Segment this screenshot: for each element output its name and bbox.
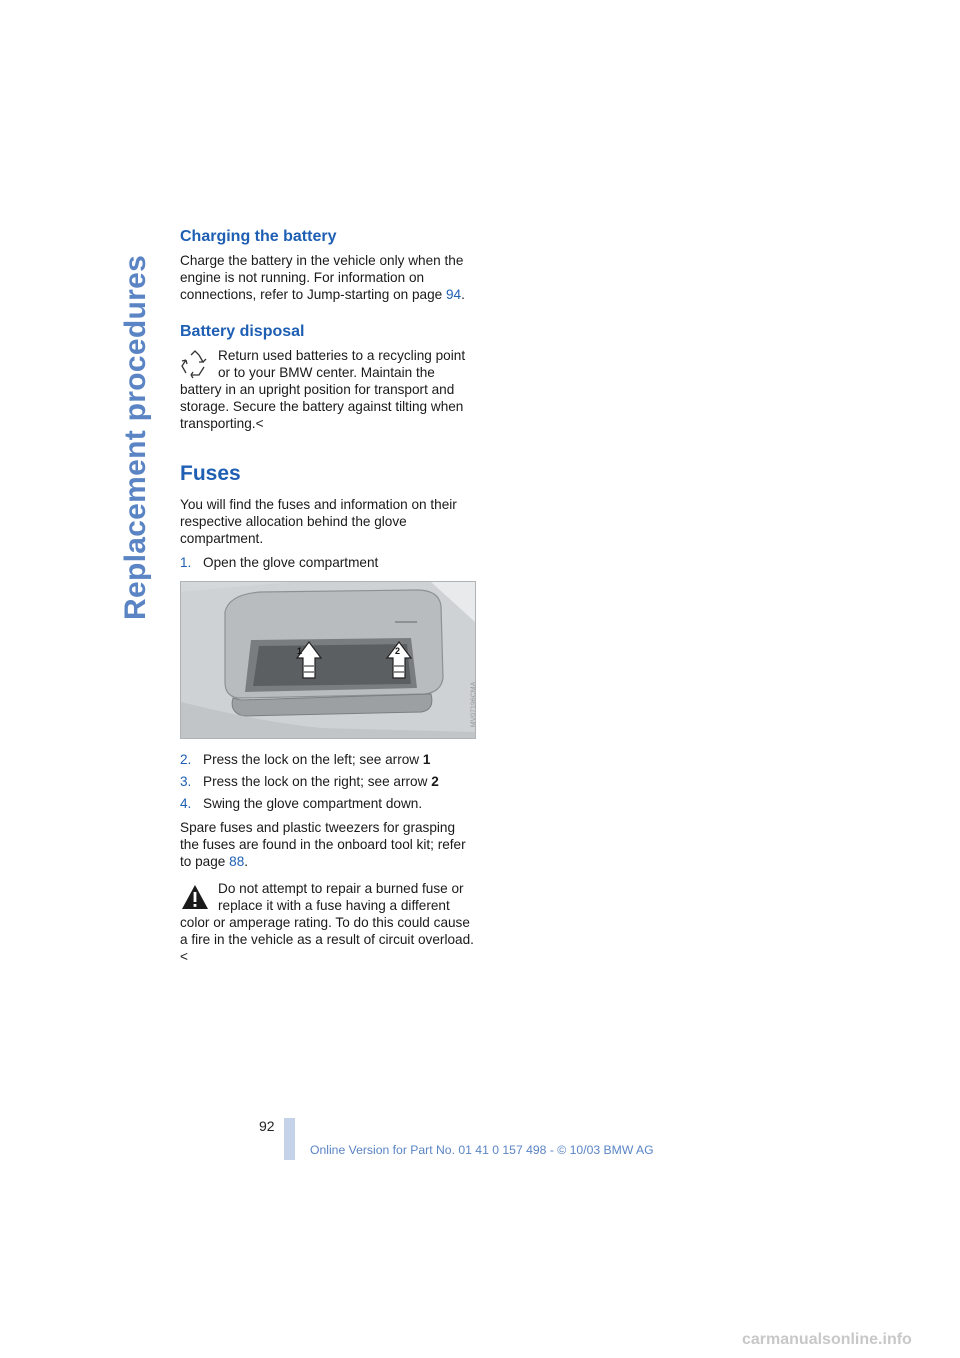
end-mark: <	[180, 949, 188, 964]
footer-online-version: Online Version for Part No. 01 41 0 157 498 - © 10/03 BMW AG	[310, 1143, 654, 1157]
glove-compartment-illustration	[181, 582, 475, 738]
step-list-1	[180, 554, 476, 571]
list-item: 4. Swing the glove compartment down.	[180, 796, 423, 811]
heading-battery-disposal: Battery disposal	[180, 323, 305, 340]
paragraph-fuses-intro: You will find the fuses and information on their respective allocation behind the glove compartment.	[180, 497, 457, 546]
list-item: 1. Open the glove compartment	[180, 555, 379, 570]
page-link-94[interactable]: 94	[445, 287, 462, 302]
side-chapter-title: Replacement procedures	[119, 254, 152, 620]
page-number: 92	[259, 1118, 275, 1134]
glove-compartment-figure	[180, 581, 476, 739]
list-item: 2. Press the lock on the left; see arrow 1	[180, 752, 431, 767]
page-link-88[interactable]: 88	[229, 854, 245, 869]
watermark: carmanualsonline.info	[742, 1331, 912, 1348]
page-content	[180, 228, 476, 965]
warning-note	[180, 880, 476, 965]
paragraph-spare-fuses: Spare fuses and plastic tweezers for grasping the fuses are found in the onboard tool kit; refer to page 88.	[180, 820, 466, 869]
disposal-text: Return used batteries to a recycling point or to your BMW center. Maintain the battery in an upright position for transport and storage. Secure the battery against tilting when transporting.	[180, 348, 466, 431]
end-mark: <	[255, 416, 264, 431]
arrow-2-label: 2	[395, 646, 401, 656]
footer-bar	[284, 1118, 295, 1160]
warning-text: Do not attempt to repair a burned fuse or replace it with a fuse having a different color or amperage rating. To do this could cause a fire in the vehicle as a result of circuit overload.	[180, 881, 474, 947]
heading-fuses: Fuses	[180, 462, 241, 485]
recycling-icon	[180, 349, 210, 379]
figure-code: MV07196CMA	[470, 681, 478, 728]
list-item: 3. Press the lock on the right; see arrow 2	[180, 774, 439, 789]
heading-charging-battery: Charging the battery	[180, 228, 337, 245]
step-list-2	[180, 751, 476, 812]
paragraph-charging: Charge the battery in the vehicle only when the engine is not running. For information on connections, refer to Jump-starting on page 94.	[180, 253, 465, 302]
arrow-1-label: 1	[297, 646, 303, 656]
warning-triangle-icon	[180, 882, 210, 912]
disposal-note	[180, 347, 476, 432]
